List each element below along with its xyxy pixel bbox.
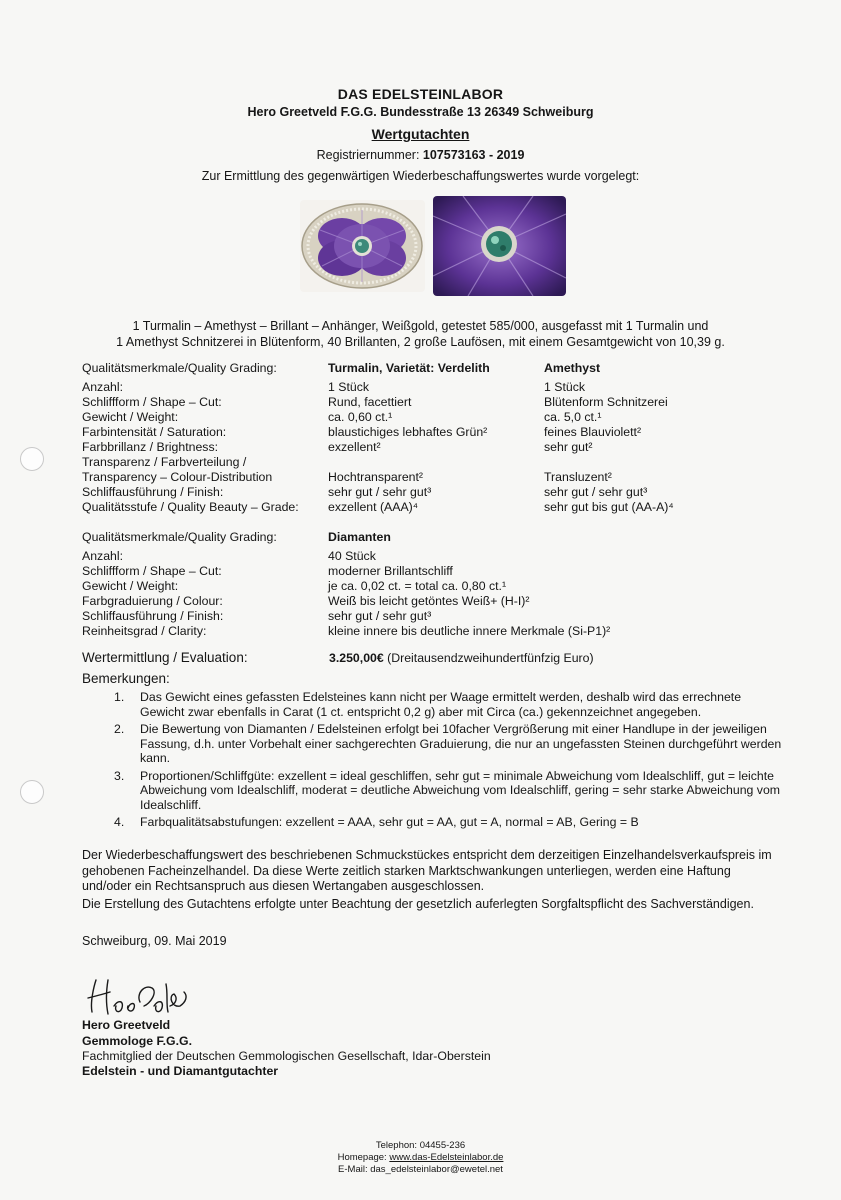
signatory-name: Hero Greetveld: [82, 1018, 171, 1032]
punch-hole: [20, 447, 44, 471]
row-label: Anzahl:: [82, 549, 124, 563]
diamond-value: kleine innere bis deutliche innere Merkmale (Si-P1)²: [328, 624, 611, 638]
signatory-title: Gemmologe F.G.G.: [82, 1034, 193, 1048]
row-label: Transparenz / Farbverteilung /: [82, 455, 247, 469]
amethyst-value: Transluzent²: [544, 470, 612, 484]
remark-item: [82, 815, 782, 830]
row-label: Schliffausführung / Finish:: [82, 485, 224, 499]
row-label: Gewicht / Weight:: [82, 579, 179, 593]
footer-homepage: [0, 1152, 841, 1164]
document-title: Wertgutachten: [371, 126, 470, 142]
remark-text: Die Bewertung von Diamanten / Edelsteinen erfolgt bei 10facher Vergrößerung mit einer Handlupe in der jeweiligen Fassung, d.h. unter Vorbehalt einer sachgerechten Graduierung, die nur an ungefassten Steinen durchgeführt werden kann.: [140, 722, 782, 765]
grading-header-label: Qualitätsmerkmale/Quality Grading:: [82, 530, 277, 544]
row-label: Farbgraduierung / Colour:: [82, 594, 223, 608]
remark-number: 3.: [114, 768, 125, 783]
remark-text: Farbqualitätsabstufungen: exzellent = AAA, sehr gut = AA, gut = A, normal = AB, Gering = B: [140, 815, 639, 829]
amethyst-value: ca. 5,0 ct.¹: [544, 410, 602, 424]
diamond-value: sehr gut / sehr gut³: [328, 609, 432, 623]
row-label: Gewicht / Weight:: [82, 410, 179, 424]
tourmaline-value: exzellent (AAA)⁴: [328, 500, 419, 514]
amethyst-value: sehr gut²: [544, 440, 593, 454]
handwritten-signature: [84, 972, 194, 1022]
homepage-link[interactable]: www.das-Edelsteinlabor.de: [389, 1152, 504, 1163]
grading-table-gemstones: [82, 361, 782, 521]
item-description: [0, 318, 841, 350]
registration-label: Registriernummer:: [316, 148, 420, 162]
gem-closeup-icon: [433, 196, 566, 296]
diamond-value: Weiß bis leicht getöntes Weiß+ (H-I)²: [328, 594, 530, 608]
remark-number: 1.: [114, 690, 125, 704]
amethyst-value: sehr gut bis gut (AA-A)⁴: [544, 500, 674, 514]
tourmaline-value: blaustichiges lebhaftes Grün²: [328, 425, 488, 439]
remark-text: Das Gewicht eines gefassten Edelsteines kann nicht per Waage ermittelt werden, deshalb wird das errechnete Gewicht zwar ebenfalls in Carat (1 ct. entspricht 0,2 g) aber mit Circa (ca.) gekennzeichnet angegeben.: [140, 690, 742, 719]
tourmaline-value: Rund, facettiert: [328, 395, 412, 409]
lab-address: Hero Greetveld F.G.G. Bundesstraße 13 26349 Schweiburg: [247, 105, 594, 119]
amethyst-value: sehr gut / sehr gut³: [544, 485, 648, 499]
row-label: Farbintensität / Saturation:: [82, 425, 227, 439]
signatory-membership: Fachmitglied der Deutschen Gemmologischen Gesellschaft, Idar-Oberstein: [82, 1049, 491, 1063]
punch-hole: [20, 780, 44, 804]
footer-email: E-Mail: das_edelsteinlabor@ewetel.net: [338, 1164, 503, 1175]
remark-item: [82, 769, 782, 813]
remarks-title: Bemerkungen:: [82, 671, 170, 686]
diamonds-column-header: Diamanten: [328, 530, 391, 544]
tourmaline-column-header: Turmalin, Varietät: Verdelith: [328, 361, 490, 375]
remark-number: 4.: [114, 815, 125, 829]
remark-item: [82, 690, 782, 719]
evaluation-value: [329, 651, 594, 665]
row-label: Reinheitsgrad / Clarity:: [82, 624, 207, 638]
diamond-value: je ca. 0,02 ct. = total ca. 0,80 ct.¹: [328, 579, 507, 593]
tourmaline-value: sehr gut / sehr gut³: [328, 485, 432, 499]
description-line: 1 Amethyst Schnitzerei in Blütenform, 40 Brillanten, 2 große Laufösen, mit einem Gesamtgewicht von 10,39 g.: [116, 335, 725, 349]
row-label: Schliffform / Shape – Cut:: [82, 395, 222, 409]
signatory-role: Edelstein - und Diamantgutachter: [82, 1064, 279, 1078]
tourmaline-value: 1 Stück: [328, 380, 370, 394]
grading-header-label: Qualitätsmerkmale/Quality Grading:: [82, 361, 277, 375]
pendant-closeup-photo: [433, 196, 566, 296]
homepage-label: Homepage:: [337, 1152, 387, 1163]
amethyst-value: Blütenform Schnitzerei: [544, 395, 668, 409]
amethyst-value: 1 Stück: [544, 380, 586, 394]
remarks-list: [82, 690, 782, 833]
row-label: Transparency – Colour-Distribution: [82, 470, 273, 484]
diligence-paragraph: Die Erstellung des Gutachtens erfolgte unter Beachtung der gesetzlich auferlegten Sorgfaltspflicht des Sachverständigen.: [82, 897, 754, 911]
lab-name: DAS EDELSTEINLABOR: [337, 86, 504, 102]
row-label: Qualitätsstufe / Quality Beauty – Grade:: [82, 500, 299, 514]
tourmaline-value: exzellent²: [328, 440, 381, 454]
evaluation-amount: 3.250,00€: [329, 651, 384, 665]
registration-line: [0, 148, 841, 162]
remark-text: Proportionen/Schliffgüte: exzellent = ideal geschliffen, sehr gut = minimale Abweichung vom Idealschliff, gut = leichte Abweichung vom Idealschliff, moderat = deutliche Abweichung vom Idealschliff, gering = sehr starke Abweichung vom Idealschliff.: [140, 768, 781, 812]
registration-number: 107573163 - 2019: [422, 148, 525, 162]
diamond-value: moderner Brillantschliff: [328, 564, 453, 578]
row-label: Schliffform / Shape – Cut:: [82, 564, 222, 578]
evaluation-label: Wertermittlung / Evaluation:: [82, 650, 248, 665]
place-date: Schweiburg, 09. Mai 2019: [82, 934, 227, 948]
row-label: Farbbrillanz / Brightness:: [82, 440, 219, 454]
footer-phone: Telephon: 04455-236: [375, 1140, 466, 1151]
pendant-full-photo: [300, 200, 425, 292]
description-line: 1 Turmalin – Amethyst – Brillant – Anhänger, Weißgold, getestet 585/000, ausgefasst mit 1 Turmalin und: [132, 319, 709, 333]
evaluation-amount-words: (Dreitausendzweihundertfünfzig Euro): [387, 651, 594, 665]
row-label: Anzahl:: [82, 380, 124, 394]
grading-table-diamonds: [82, 530, 782, 640]
amethyst-column-header: Amethyst: [544, 361, 601, 375]
remark-item: [82, 722, 782, 766]
tourmaline-value: ca. 0,60 ct.¹: [328, 410, 393, 424]
intro-text: Zur Ermittlung des gegenwärtigen Wiederbeschaffungswertes wurde vorgelegt:: [201, 169, 640, 183]
row-label: Schliffausführung / Finish:: [82, 609, 224, 623]
amethyst-value: feines Blauviolett²: [544, 425, 642, 439]
disclaimer-paragraph: Der Wiederbeschaffungswert des beschriebenen Schmuckstückes entspricht dem derzeitigen Einzelhandelsverkaufspreis im gehobenen Facheinzelhandel. Da diese Werte zeitlich starken Marktschwankungen unterliegen, werden eine Haftung und/oder ein Rechtsanspruch aus diesen Wertangaben ausgeschlossen.: [82, 848, 772, 893]
tourmaline-value: Hochtransparent²: [328, 470, 424, 484]
remark-number: 2.: [114, 722, 125, 736]
gem-pendant-icon: [302, 204, 422, 288]
diamond-value: 40 Stück: [328, 549, 376, 563]
